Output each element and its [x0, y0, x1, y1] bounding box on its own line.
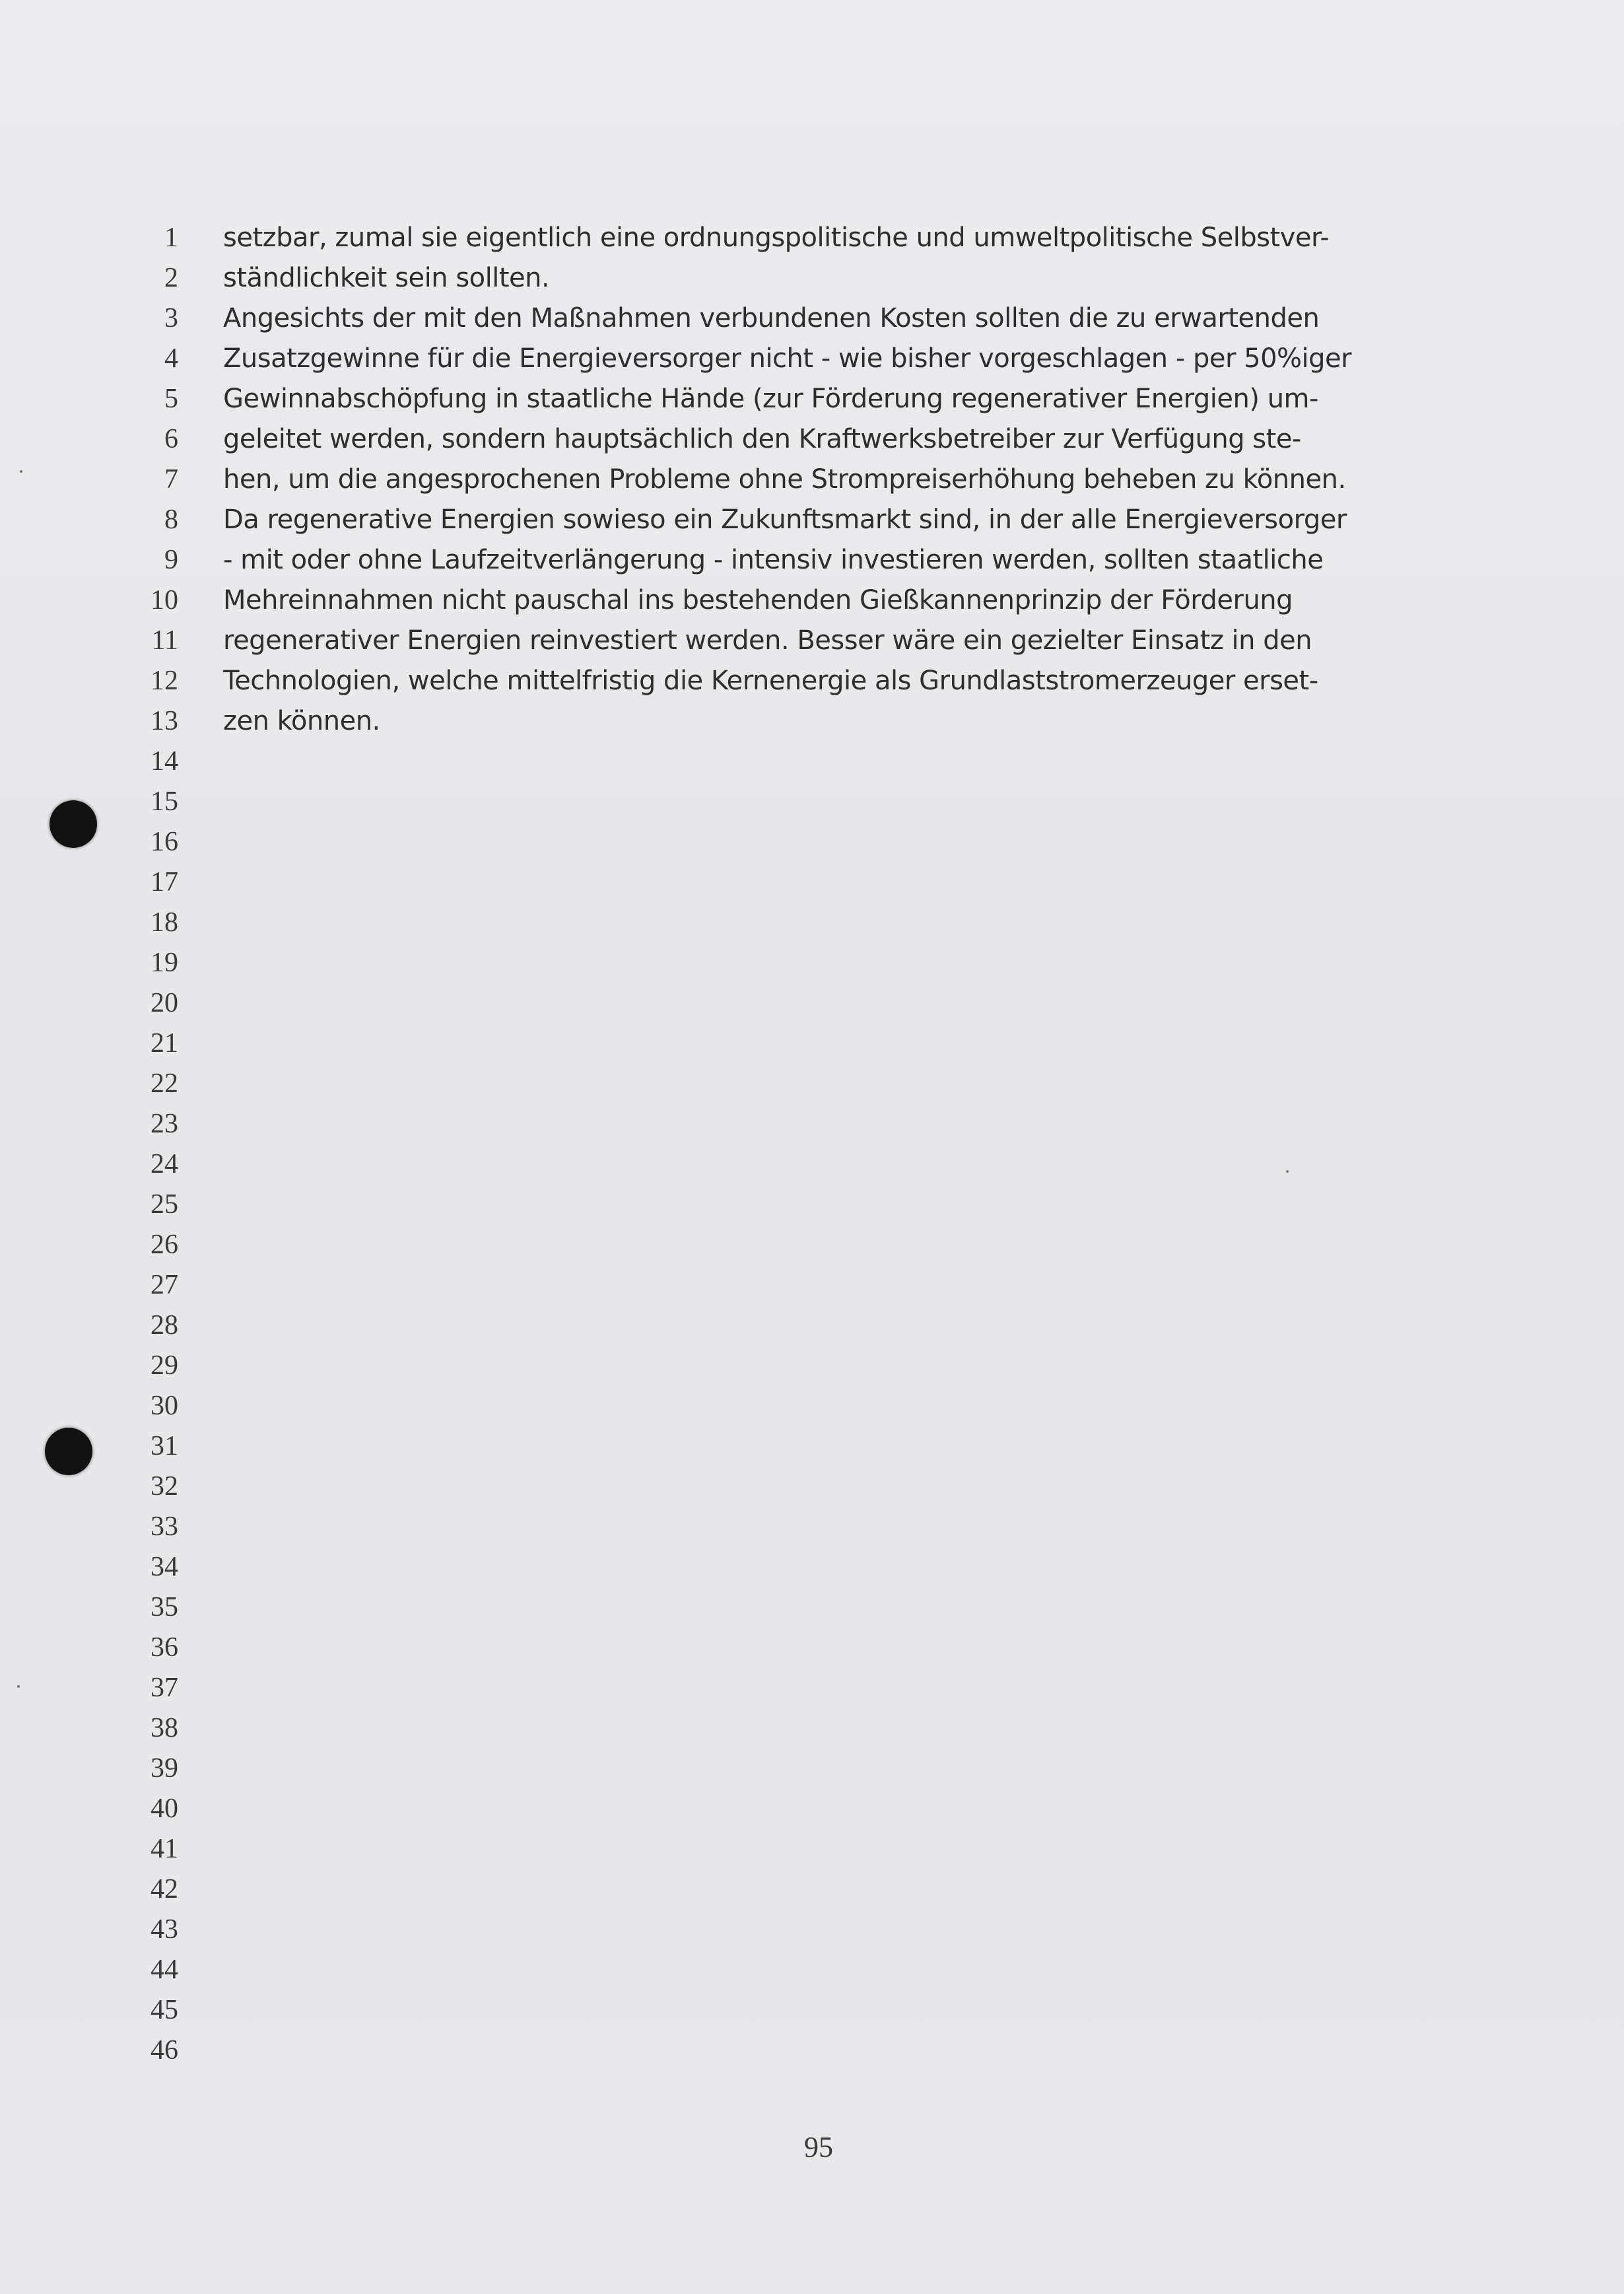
line-number: 21 — [151, 1028, 178, 1059]
line-number: 22 — [151, 1068, 178, 1099]
text-line: zen können. — [223, 706, 380, 736]
paper-speck — [17, 1685, 20, 1688]
paper-speck — [20, 470, 22, 473]
line-number: 24 — [151, 1149, 178, 1179]
line-number: 33 — [151, 1512, 178, 1542]
text-line: - mit oder ohne Laufzeitverlängerung - intensiv investieren werden, sollten staatliche — [223, 545, 1324, 575]
punch-hole — [50, 800, 97, 848]
paper-speck — [1286, 1170, 1289, 1173]
text-line: Zusatzgewinne für die Energieversorger nicht - wie bisher vorgeschlagen - per 50%iger — [223, 343, 1352, 374]
text-line: hen, um die angesprochenen Probleme ohne Strompreiserhöhung beheben zu können. — [223, 464, 1346, 495]
line-number: 9 — [164, 545, 178, 575]
line-number: 28 — [151, 1310, 178, 1340]
body-text — [223, 218, 1464, 742]
line-number: 45 — [151, 1995, 178, 2025]
line-number: 16 — [151, 827, 178, 857]
line-number: 12 — [151, 666, 178, 696]
line-number: 32 — [151, 1471, 178, 1502]
line-number: 44 — [151, 1955, 178, 1985]
line-number: 46 — [151, 2035, 178, 2066]
line-number: 43 — [151, 1914, 178, 1945]
line-number: 15 — [151, 786, 178, 817]
text-line: Mehreinnahmen nicht pauschal ins bestehenden Gießkannenprinzip der Förderung — [223, 585, 1293, 615]
line-number: 27 — [151, 1270, 178, 1300]
line-number: 11 — [151, 625, 178, 656]
text-line: Gewinnabschöpfung in staatliche Hände (zur Förderung regenerativer Energien) um- — [223, 384, 1318, 414]
line-number: 23 — [151, 1109, 178, 1139]
text-line: regenerativer Energien reinvestiert werden. Besser wäre ein gezielter Einsatz in den — [223, 625, 1312, 656]
line-number: 25 — [151, 1189, 178, 1220]
line-number: 26 — [151, 1230, 178, 1260]
text-line: Angesichts der mit den Maßnahmen verbundenen Kosten sollten die zu erwartenden — [223, 303, 1320, 333]
line-number: 17 — [151, 867, 178, 897]
line-number: 29 — [151, 1350, 178, 1381]
line-number: 31 — [151, 1431, 178, 1461]
line-number-gutter — [119, 218, 178, 2071]
punch-hole — [45, 1428, 92, 1475]
line-number: 39 — [151, 1753, 178, 1784]
line-number: 13 — [151, 706, 178, 736]
line-number: 2 — [164, 263, 178, 293]
line-number: 3 — [164, 303, 178, 333]
text-line: ständlichkeit sein sollten. — [223, 263, 550, 293]
line-number: 38 — [151, 1713, 178, 1743]
line-number: 7 — [164, 464, 178, 495]
text-line: setzbar, zumal sie eigentlich eine ordnungspolitische und umweltpolitische Selbstver- — [223, 223, 1330, 253]
line-number: 6 — [164, 424, 178, 454]
line-number: 8 — [164, 504, 178, 535]
line-number: 14 — [151, 746, 178, 777]
text-line: Da regenerative Energien sowieso ein Zukunftsmarkt sind, in der alle Energieversorger — [223, 504, 1347, 535]
line-number: 30 — [151, 1391, 178, 1421]
line-number: 37 — [151, 1673, 178, 1703]
page-number: 95 — [804, 2131, 833, 2163]
line-number: 18 — [151, 907, 178, 938]
text-line: geleitet werden, sondern hauptsächlich den Kraftwerksbetreiber zur Verfügung ste- — [223, 424, 1301, 454]
line-number: 35 — [151, 1592, 178, 1622]
line-number: 19 — [151, 948, 178, 978]
line-number: 1 — [164, 223, 178, 253]
line-number: 4 — [164, 343, 178, 374]
line-number: 41 — [151, 1834, 178, 1864]
text-line: Technologien, welche mittelfristig die Kernenergie als Grundlaststromerzeuger erset- — [223, 666, 1318, 696]
line-number: 10 — [151, 585, 178, 615]
line-number: 36 — [151, 1632, 178, 1663]
line-number: 42 — [151, 1874, 178, 1904]
line-number: 5 — [164, 384, 178, 414]
line-number: 40 — [151, 1793, 178, 1824]
line-number: 20 — [151, 988, 178, 1018]
line-number: 34 — [151, 1552, 178, 1582]
